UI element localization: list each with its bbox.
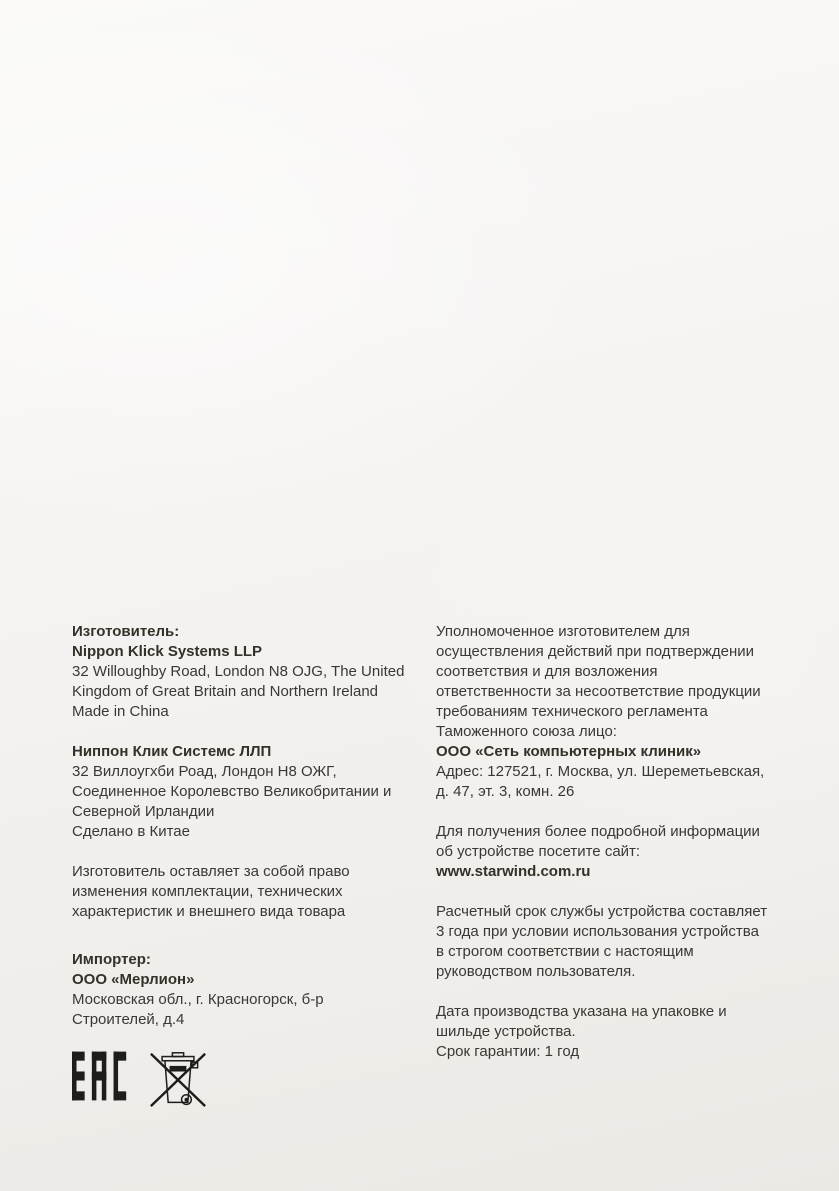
weee-crossed-out-bin-icon — [145, 1050, 211, 1108]
authorized-info-column — [436, 622, 770, 1082]
certification-marks — [72, 1050, 408, 1108]
importer-name: ООО «Мерлион» — [72, 971, 195, 988]
service-life-note: Расчетный срок службы устройства составляет 3 года при условии использования устройства в строгом соответствии с настоящим руководством пользователя. — [436, 903, 768, 980]
production-date-note: Дата производства указана на упаковке и шильде устройства. — [436, 1003, 727, 1040]
manufacturer-label: Изготовитель: — [72, 623, 180, 640]
manufacturer-name-ru: Ниппон Клик Системс ЛЛП — [72, 743, 272, 760]
website-block — [436, 822, 770, 882]
made-in-china-ru: Сделано в Китае — [72, 823, 190, 840]
manufacturer-address-en: 32 Willoughby Road, London N8 OJG, The United Kingdom of Great Britain and Northern Ireland — [72, 663, 405, 700]
manufacturer-block-ru — [72, 742, 408, 842]
manufacturer-name-en: Nippon Klick Systems LLP — [72, 643, 263, 660]
rights-note: Изготовитель оставляет за собой право изменения комплектации, технических характеристик и внешнего вида товара — [72, 863, 350, 920]
importer-block — [72, 950, 408, 1030]
production-warranty-block — [436, 1002, 770, 1062]
manufacturer-importer-column — [72, 622, 408, 1108]
website-url: www.starwind.com.ru — [436, 863, 591, 880]
eac-conformity-mark-icon — [72, 1050, 128, 1102]
importer-address: Московская обл., г. Красногорск, б-р Строителей, д.4 — [72, 991, 324, 1028]
manufacturer-block-en — [72, 622, 408, 722]
importer-label: Импортер: — [72, 951, 151, 968]
warranty-note: Срок гарантии: 1 год — [436, 1043, 580, 1060]
made-in-china-en: Made in China — [72, 703, 169, 720]
authorized-name: ООО «Сеть компьютерных клиник» — [436, 743, 702, 760]
authorized-address: Адрес: 127521, г. Москва, ул. Шереметьевская, д. 47, эт. 3, комн. 26 — [436, 763, 765, 800]
manufacturer-address-ru: 32 Виллоугхби Роад, Лондон Н8 ОЖГ, Соединенное Королевство Великобритании и Северной Ирландии — [72, 763, 392, 820]
website-intro: Для получения более подробной информации об устройстве посетите сайт: — [436, 823, 760, 860]
authorized-entity-block — [436, 622, 770, 802]
authorized-intro: Уполномоченное изготовителем для осуществления действий при подтверждении соответствия и для возложения ответственности за несоответствие продукции требованиям технического регламента Таможенного союза лицо: — [436, 623, 761, 740]
